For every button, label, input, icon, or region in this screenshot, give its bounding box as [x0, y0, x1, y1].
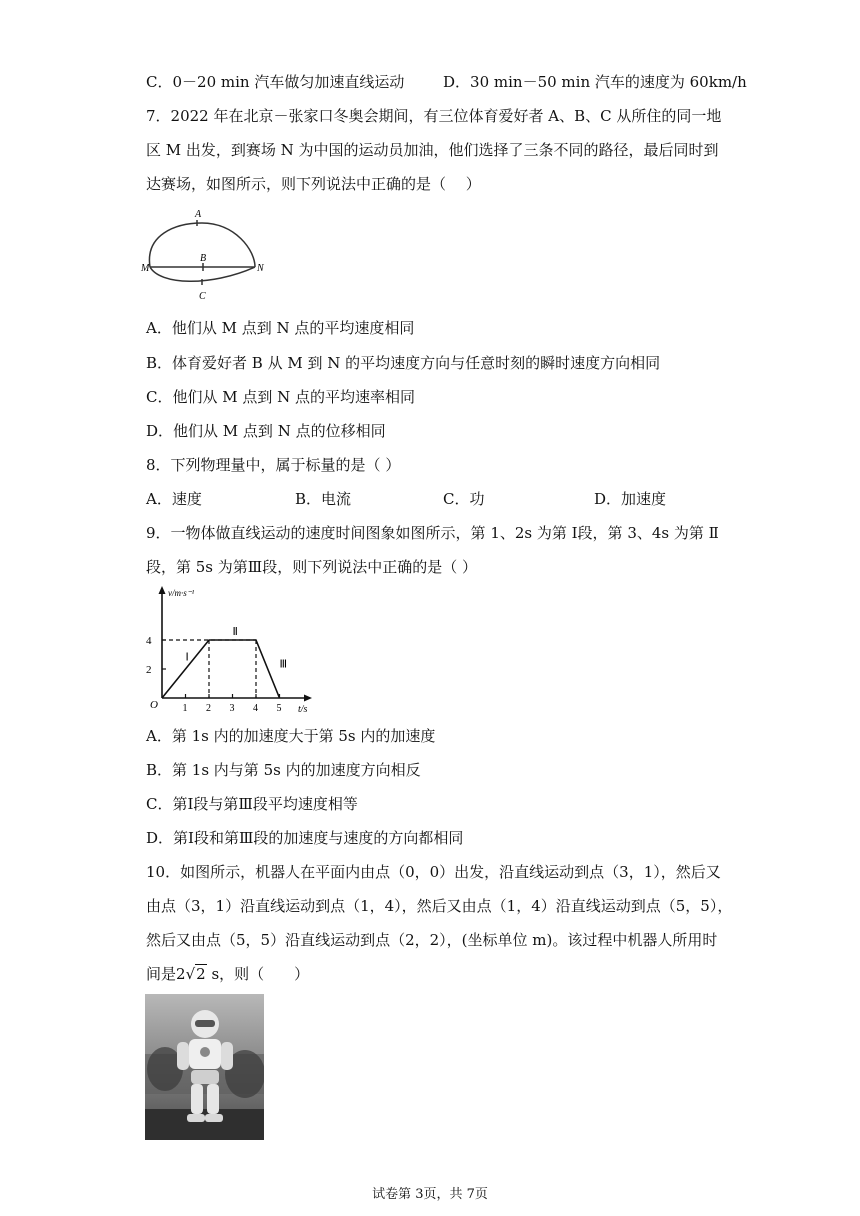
q10-stem-line3: 然后又由点（5，5）沿直线运动到点（2，2），(坐标单位 m)。该过程中机器人所用时: [146, 931, 718, 949]
q10-time-prefix: 间是: [146, 965, 177, 983]
q8-option-d: D．加速度: [594, 490, 667, 508]
x-tick-label-3: 3: [229, 703, 235, 714]
y-axis-label: v/m·s⁻¹: [168, 588, 195, 598]
q7-option-b: B．体育爱好者 B 从 M 到 N 的平均速度方向与任意时刻的瞬时速度方向相同: [146, 354, 661, 372]
q10-stem-line4: [146, 964, 309, 984]
q9-option-a: A．第 1s 内的加速度大于第 5s 内的加速度: [146, 727, 436, 745]
q9-vt-chart: [140, 582, 320, 720]
origin-label: O: [150, 699, 158, 711]
q10-time-suffix: s，则（ ）: [206, 965, 310, 983]
q9-option-d: D．第Ⅰ段和第Ⅲ段的加速度与速度的方向都相同: [146, 829, 464, 847]
q8-stem: 8．下列物理量中，属于标量的是（ ）: [146, 456, 401, 474]
q9-stem-line2: 段，第 5s 为第Ⅲ段，则下列说法中正确的是（ ）: [146, 558, 478, 576]
label-c: C: [199, 291, 206, 302]
sqrt-coefficient: 2: [176, 965, 186, 983]
x-axis-label: t/s: [298, 704, 308, 715]
label-n: N: [257, 263, 264, 274]
q7-option-d: D．他们从 M 点到 N 点的位移相同: [146, 422, 386, 440]
x-tick-label-2: 2: [206, 703, 211, 714]
q9-option-c: C．第Ⅰ段与第Ⅲ段平均速度相等: [146, 795, 358, 813]
label-b: B: [200, 253, 207, 264]
q7-option-c: C．他们从 M 点到 N 点的平均速率相同: [146, 388, 416, 406]
velocity-series-line: [162, 640, 280, 698]
y-axis-arrow: [159, 586, 166, 594]
x-tick-label-5: 5: [276, 703, 282, 714]
q6-option-c: C．0－20 min 汽车做匀加速直线运动: [146, 73, 405, 91]
page-footer: 试卷第 3页，共 7页: [372, 1187, 488, 1202]
q7-option-a: A．他们从 M 点到 N 点的平均速度相同: [146, 319, 415, 337]
q10-stem-line2: 由点（3，1）沿直线运动到点（1，4），然后又由点（1，4）沿直线运动到点（5，5），: [146, 897, 733, 915]
q8-option-c: C．功: [443, 490, 485, 508]
q6-option-d: D．30 min－50 min 汽车的速度为 60km/h: [443, 73, 747, 91]
x-tick-label-1: 1: [182, 703, 188, 714]
radicand: 2: [196, 965, 206, 983]
q9-option-b: B．第 1s 内与第 5s 内的加速度方向相反: [146, 761, 421, 779]
robot-photo: [145, 994, 264, 1140]
x-tick-label-4: 4: [253, 703, 258, 714]
segment-label-2: Ⅱ: [232, 625, 238, 638]
q7-stem-line3: 达赛场，如图所示，则下列说法中正确的是（ ）: [146, 175, 481, 193]
q7-stem-line1: 7．2022 年在北京－张家口冬奥会期间，有三位体育爱好者 A、B、C 从所住的同一地: [146, 107, 722, 125]
q8-option-a: A．速度: [146, 490, 202, 508]
segment-label-1: Ⅰ: [185, 651, 189, 664]
q9-stem-line1: 9．一物体做直线运动的速度时间图象如图所示，第 1、2s 为第 Ⅰ段，第 3、4s 为第 Ⅱ: [146, 524, 719, 542]
y-tick-label-2: 2: [146, 664, 152, 676]
q10-stem-line1: 10．如图所示，机器人在平面内由点（0，0）出发，沿直线运动到点（3，1），然后又: [146, 863, 721, 881]
y-tick-label-4: 4: [146, 635, 152, 647]
x-axis-arrow: [304, 695, 312, 702]
radical-sign: √: [185, 965, 196, 983]
sqrt-expression: [176, 964, 207, 984]
label-m: M: [141, 263, 150, 274]
q7-path-diagram: [140, 205, 270, 305]
q7-stem-line2: 区 M 出发，到赛场 N 为中国的运动员加油，他们选择了三条不同的路径，最后同时到: [146, 141, 719, 159]
segment-label-3: Ⅲ: [279, 658, 288, 671]
q8-option-b: B．电流: [295, 490, 352, 508]
label-a: A: [195, 209, 202, 220]
